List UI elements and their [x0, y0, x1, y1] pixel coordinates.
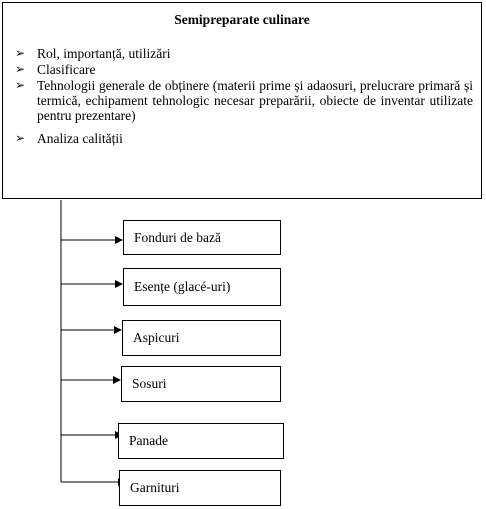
arrow-bullet-icon: ➢	[15, 78, 26, 92]
child-box-panade: Panade	[118, 423, 284, 459]
child-box-fonduri: Fonduri de bază	[123, 220, 281, 255]
bullet-item: ➢ Clasificare	[15, 62, 96, 77]
child-box-aspicuri: Aspicuri	[122, 320, 281, 356]
main-title: Semipreparate culinare	[174, 12, 310, 27]
bullet-item: ➢ Rol, importanță, utilizări	[15, 46, 171, 61]
child-box-garnituri: Garnituri	[119, 470, 281, 506]
bullet-item: ➢ Tehnologii generale de obținere (materii prime și adaosuri, prelucrare primară și termică, echipament tehnologic necesar preparării, obiecte de inventar utilizate pentru prezentare)	[15, 78, 473, 123]
bullet-item: ➢ Analiza calității	[15, 131, 123, 146]
arrow-bullet-icon: ➢	[15, 131, 26, 145]
arrow-bullet-icon: ➢	[15, 46, 26, 60]
child-box-sosuri: Sosuri	[121, 366, 281, 402]
child-box-esente: Esențe (glacé-uri)	[123, 268, 281, 306]
arrow-bullet-icon: ➢	[15, 62, 26, 76]
